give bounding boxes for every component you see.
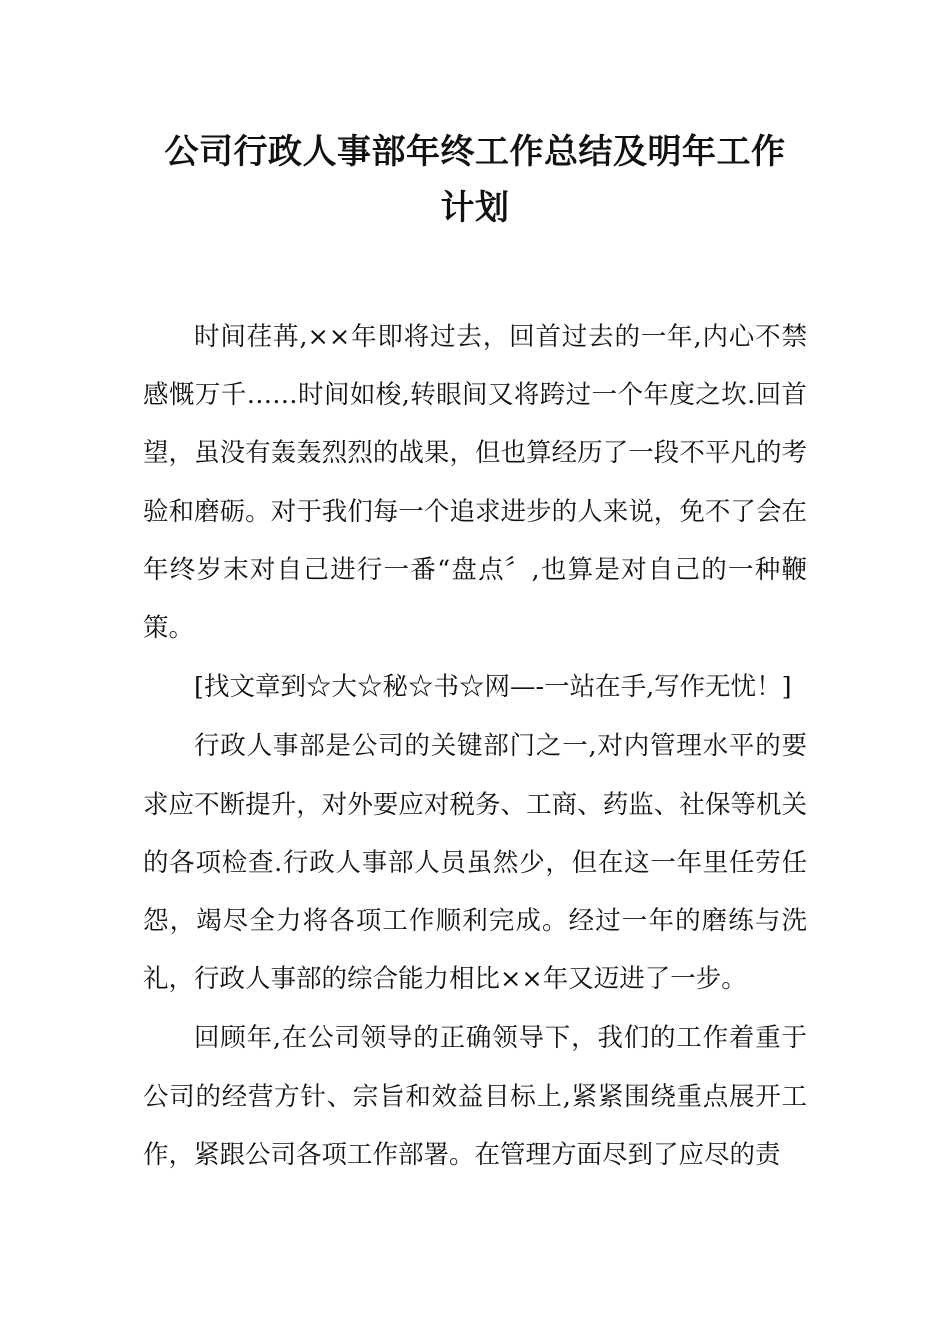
paragraph-department-overview: 行政人事部是公司的关键部门之一,对内管理水平的要求应不断提升，对外要应对税务、工商、药监、社保等机关的各项检查.行政人事部人员虽然少，但在这一年里任劳任怨，竭尽全力将各项工作顺利完成。经过一年的磨练与洗礼，行政人事部的综合能力相比××年又迈进了一步。 <box>143 731 807 995</box>
paragraph-year-review: 回顾年,在公司领导的正确领导下，我们的工作着重于公司的经营方针、宗旨和效益目标上,紧紧围绕重点展开工作，紧跟公司各项工作部署。在管理方面尽到了应尽的责 <box>143 1023 807 1170</box>
paragraph-website-note: [找文章到☆大☆秘☆书☆网—-一站在手,写作无忧！] <box>194 672 792 703</box>
paragraph-intro: 时间荏苒,××年即将过去，回首过去的一年,内心不禁感慨万千……时间如梭,转眼间又将跨过一个年度之坎.回首望，虽没有轰轰烈烈的战果，但也算经历了一段不平凡的考验和磨砺。对于我们每一个追求进步的人来说，免不了会在年终岁末对自己进行一番“盘点〞,也算是对自己的一种鞭策。 <box>143 322 807 644</box>
document-title-line-1: 公司行政人事部年终工作总结及明年工作 <box>164 132 786 172</box>
document-title-line-2: 计划 <box>440 188 510 228</box>
document-title <box>135 124 815 236</box>
